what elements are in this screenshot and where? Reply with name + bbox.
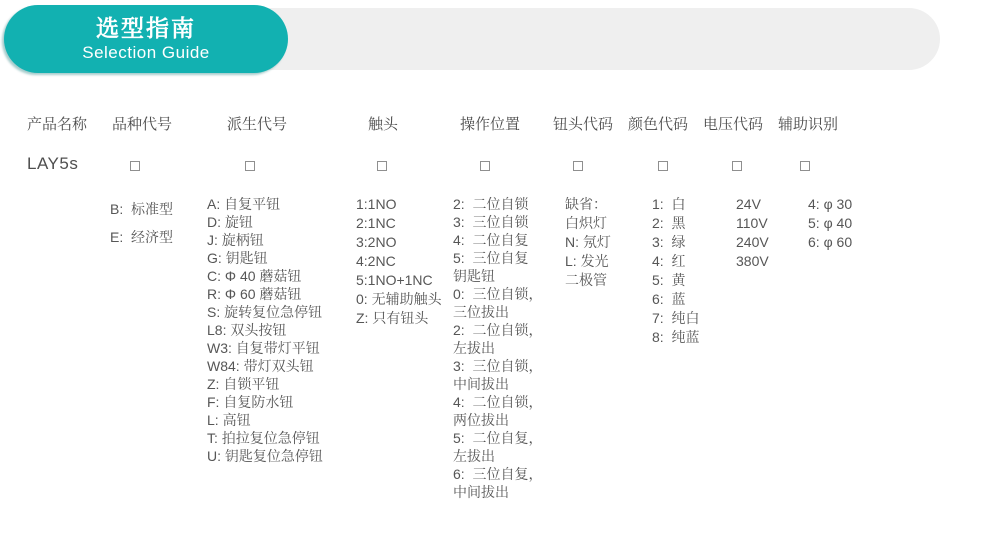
code-item: 4: 二位自复 <box>453 232 529 248</box>
code-item: 0: 三位自锁， <box>453 286 543 302</box>
code-item: 5: φ 40 <box>808 215 853 231</box>
code-item: 缺省： <box>565 196 607 212</box>
code-item: 3: 三位自锁 <box>453 214 529 230</box>
code-item: 1:1NO <box>356 196 397 212</box>
code-item: L: 发光 <box>565 253 609 269</box>
code-item: S: 旋转复位急停钮 <box>207 304 323 320</box>
code-item: 白炽灯 <box>565 215 607 231</box>
code-item: 3: 三位自锁， <box>453 358 543 374</box>
code-item: G: 钥匙钮 <box>207 250 268 266</box>
code-item: B: 标准型 <box>110 201 174 217</box>
page-subtitle: Selection Guide <box>82 43 210 62</box>
code-item: 二极管 <box>565 272 607 288</box>
code-item: 4: 红 <box>652 253 686 269</box>
code-list <box>207 195 323 465</box>
code-item: 5: 黄 <box>652 272 686 288</box>
code-item: W3: 自复带灯平钮 <box>207 340 320 356</box>
placeholder-square-icon <box>130 161 140 171</box>
column-header: 品种代号 <box>112 116 173 133</box>
code-list <box>110 195 173 251</box>
placeholder-square-icon <box>732 161 742 171</box>
code-list <box>565 195 611 290</box>
code-item: Z: 自锁平钮 <box>207 376 280 392</box>
code-item: 2: 黑 <box>652 215 686 231</box>
code-item: 中间拔出 <box>453 376 509 392</box>
code-item: A: 自复平钮 <box>207 196 281 212</box>
page-title: 选型指南 <box>96 15 196 41</box>
code-item: 4: 二位自锁， <box>453 394 543 410</box>
column-header: 辅助识别 <box>778 116 839 133</box>
code-item: 5: 三位自复 <box>453 250 529 266</box>
code-item: N: 氖灯 <box>565 234 611 250</box>
column-header: 触头 <box>368 116 399 133</box>
code-item: 4: φ 30 <box>808 196 853 212</box>
column-header-product: 产品名称 <box>27 116 88 133</box>
code-item: 240V <box>736 234 769 250</box>
column-header: 钮头代码 <box>553 116 614 133</box>
code-item: F: 自复防水钮 <box>207 394 294 410</box>
code-item: 380V <box>736 253 769 269</box>
code-item: 8: 纯蓝 <box>652 329 700 345</box>
code-item: 左拔出 <box>453 340 495 356</box>
code-item: 钥匙钮 <box>453 268 495 284</box>
code-item: 7: 纯白 <box>652 310 700 326</box>
code-item: 两位拔出 <box>453 412 509 428</box>
code-item: 24V <box>736 196 761 212</box>
column-header: 电压代码 <box>703 116 764 133</box>
code-item: 三位拔出 <box>453 304 509 320</box>
code-item: 5: 二位自复， <box>453 430 543 446</box>
code-item: 4:2NC <box>356 253 396 269</box>
code-item: 2:1NC <box>356 215 396 231</box>
code-item: 5:1NO+1NC <box>356 272 433 288</box>
placeholder-square-icon <box>573 161 583 171</box>
code-list <box>736 195 769 271</box>
code-item: R: Φ 60 蘑菇钮 <box>207 286 302 302</box>
code-item: D: 旋钮 <box>207 214 253 230</box>
code-list <box>453 195 542 501</box>
product-name: LAY5s <box>27 154 79 173</box>
code-list <box>356 195 442 328</box>
code-item: T: 拍拉复位急停钮 <box>207 430 320 446</box>
code-item: 6: 蓝 <box>652 291 686 307</box>
placeholder-square-icon <box>245 161 255 171</box>
placeholder-square-icon <box>480 161 490 171</box>
column-header: 派生代号 <box>227 116 288 133</box>
code-item: 2: 二位自锁， <box>453 322 543 338</box>
code-item: 1: 白 <box>652 196 686 212</box>
code-item: 左拔出 <box>453 448 495 464</box>
code-item: J: 旋柄钮 <box>207 232 264 248</box>
column-header: 颜色代码 <box>628 116 689 133</box>
placeholder-square-icon <box>800 161 810 171</box>
code-item: 110V <box>736 215 768 231</box>
code-item: E: 经济型 <box>110 229 174 245</box>
code-item: 6: 三位自复， <box>453 466 543 482</box>
code-item: 3:2NO <box>356 234 397 250</box>
code-item: L8: 双头按钮 <box>207 322 287 338</box>
code-list <box>652 195 699 347</box>
code-list <box>808 195 852 252</box>
code-item: 中间拔出 <box>453 484 509 500</box>
column-header: 操作位置 <box>460 116 521 133</box>
placeholder-square-icon <box>377 161 387 171</box>
code-item: C: Φ 40 蘑菇钮 <box>207 268 302 284</box>
code-item: 2: 二位自锁 <box>453 196 529 212</box>
code-item: 0: 无辅助触头 <box>356 291 442 307</box>
code-item: 6: φ 60 <box>808 234 853 250</box>
code-item: L: 高钮 <box>207 412 251 428</box>
placeholder-square-icon <box>658 161 668 171</box>
code-item: W84: 带灯双头钮 <box>207 358 314 374</box>
code-item: U: 钥匙复位急停钮 <box>207 448 323 464</box>
code-item: Z: 只有钮头 <box>356 310 429 326</box>
code-item: 3: 绿 <box>652 234 686 250</box>
